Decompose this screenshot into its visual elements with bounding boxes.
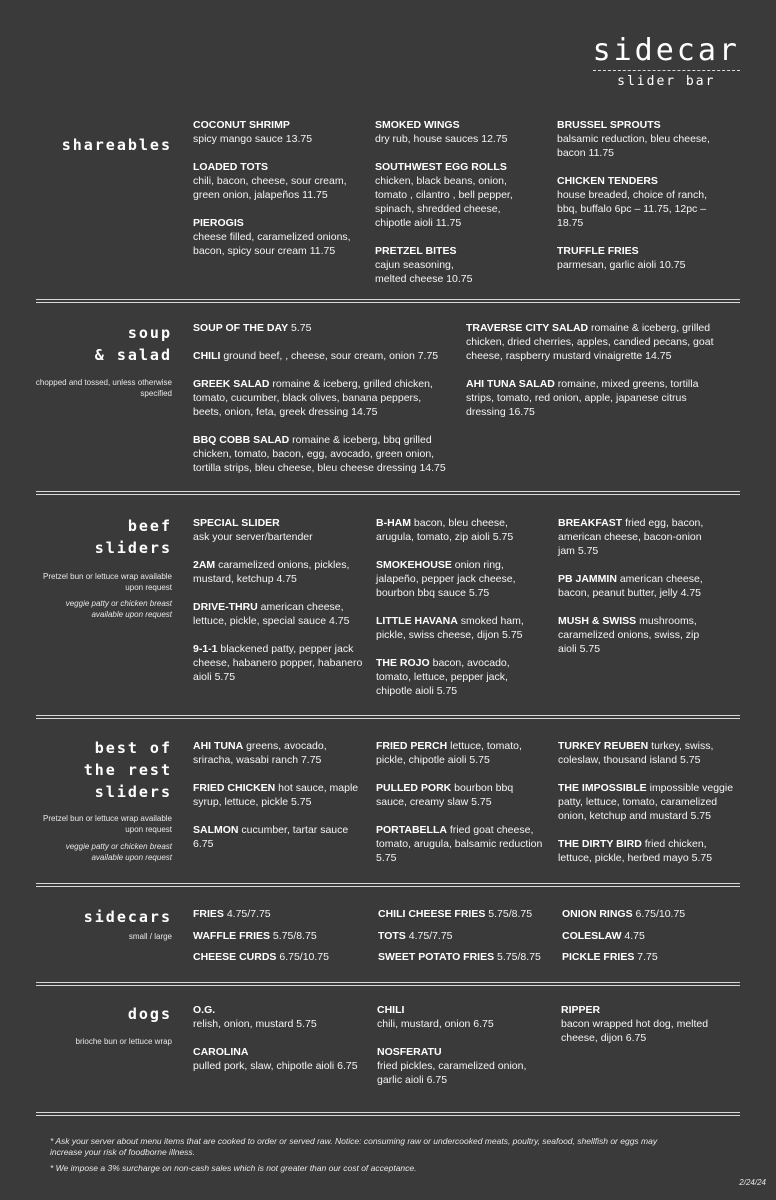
menu-item	[562, 929, 732, 943]
item-name: PIEROGIS	[193, 217, 244, 229]
section-divider	[36, 299, 740, 303]
item-desc: spicy mango sauce 13.75	[193, 133, 313, 145]
menu-item	[193, 929, 373, 943]
menu-item	[193, 216, 365, 258]
menu-item	[466, 321, 728, 363]
menu-item	[562, 907, 732, 921]
item-name: PULLED PORK	[376, 782, 452, 794]
item-desc: ask your server/bartender	[193, 531, 313, 543]
item-name: DRIVE-THRU	[193, 601, 258, 613]
item-name: SOUTHWEST EGG ROLLS	[375, 161, 507, 173]
item-desc: fried pickles, caramelized onion, garlic aioli 6.75	[377, 1060, 527, 1086]
item-name: SPECIAL SLIDER	[193, 517, 280, 529]
item-name: SMOKED WINGS	[375, 119, 460, 131]
menu-item	[193, 118, 365, 146]
item-desc: fried chicken, lettuce, pickle, herbed mayo 5.75	[558, 838, 713, 864]
section-note: chopped and tossed, unless otherwise specified	[35, 378, 172, 398]
item-desc: 5.75/8.75	[485, 908, 533, 920]
menu-item	[193, 950, 373, 964]
menu-item	[193, 1045, 365, 1073]
item-name: PRETZEL BITES	[375, 245, 457, 257]
item-desc: 5.75/8.75	[494, 951, 541, 963]
item-desc: 4.75	[621, 930, 645, 942]
item-name: BRUSSEL SPROUTS	[557, 119, 661, 131]
item-desc: american cheese, lettuce, pickle, special sauce 4.75	[193, 601, 350, 627]
logo-main: sidecar	[592, 33, 740, 68]
menu-item	[193, 349, 453, 363]
item-desc: cucumber, tartar sauce 6.75	[193, 824, 349, 850]
section-title-soup: soup	[127, 324, 172, 342]
item-name: ONION RINGS	[562, 908, 633, 920]
item-name: SALMON	[193, 824, 239, 836]
item-name: CHILI	[377, 1004, 405, 1016]
item-desc: fried egg, bacon, american cheese, bacon-onion jam 5.75	[558, 517, 704, 557]
logo-sub: slider bar	[617, 74, 716, 89]
item-name: THE ROJO	[376, 657, 430, 669]
item-name: 2AM	[193, 559, 216, 571]
item-desc: bacon, avocado, tomato, lettuce, pepper jack, chipotle aioli 5.75	[376, 657, 510, 697]
menu-item	[376, 781, 536, 809]
item-name: GREEK SALAD	[193, 378, 270, 390]
menu-item	[193, 1003, 365, 1031]
menu-item	[193, 642, 369, 684]
item-desc: 7.75	[634, 951, 658, 963]
menu-item	[376, 656, 526, 698]
item-desc: hot sauce, maple syrup, lettuce, pickle 5.75	[193, 782, 359, 808]
item-desc: cheese filled, caramelized onions, bacon, spicy sour cream 11.75	[193, 231, 351, 257]
item-name: THE DIRTY BIRD	[558, 838, 642, 850]
section-title-sliders: sliders	[94, 539, 172, 557]
item-desc: caramelized onions, pickles, mustard, ketchup 4.75	[193, 559, 350, 585]
section-title-best-of: best of	[94, 739, 172, 757]
item-name: PB JAMMIN	[558, 573, 617, 585]
menu-item	[557, 174, 717, 230]
section-note: brioche bun or lettuce wrap	[75, 1037, 172, 1046]
item-desc: 4.75/7.75	[223, 908, 271, 920]
section-note-italic: veggie patty or chicken breast available upon request	[65, 842, 172, 862]
menu-item	[562, 950, 732, 964]
section-title-salad: & salad	[94, 346, 172, 364]
section-title-dogs: dogs	[127, 1005, 172, 1023]
menu-item	[376, 516, 536, 544]
section-title-shareables: shareables	[61, 136, 172, 154]
menu-item	[193, 160, 365, 202]
item-desc: pulled pork, slaw, chipotle aioli 6.75	[193, 1060, 358, 1072]
menu-item	[466, 377, 728, 419]
item-desc: fried goat cheese, tomato, arugula, balsamic reduction 5.75	[376, 824, 543, 864]
menu-item	[375, 244, 485, 286]
item-name: TOTS	[378, 930, 406, 942]
item-desc: blackened patty, pepper jack cheese, habanero popper, habanero aioli 5.75	[193, 643, 363, 683]
menu-item	[193, 739, 365, 767]
menu-item	[558, 739, 730, 767]
section-title-the-rest: the rest	[83, 761, 172, 779]
item-desc: romaine & iceberg, bbq grilled chicken, tomato, bacon, egg, avocado, green onion, tortilla strips, bleu cheese, bleu cheese dressing 14.75	[193, 434, 446, 474]
menu-item	[557, 118, 717, 160]
item-name: B-HAM	[376, 517, 411, 529]
item-desc: parmesan, garlic aioli 10.75	[557, 259, 686, 271]
section-note: Pretzel bun or lettuce wrap available upon request	[43, 814, 172, 834]
item-desc: cajun seasoning, melted cheese 10.75	[375, 259, 473, 285]
item-desc: mushrooms, caramelized onions, swiss, zip aioli 5.75	[558, 615, 700, 655]
item-name: CHILI	[193, 350, 221, 362]
menu-item	[193, 600, 365, 628]
item-desc: ground beef, , cheese, sour cream, onion 7.75	[220, 350, 439, 362]
menu-item	[376, 739, 536, 767]
menu-item	[561, 1003, 733, 1045]
item-name: SWEET POTATO FRIES	[378, 951, 495, 963]
item-name: BREAKFAST	[558, 517, 623, 529]
item-name: PORTABELLA	[376, 824, 447, 836]
menu-item	[376, 558, 536, 600]
item-desc: 6.75/10.75	[276, 951, 329, 963]
item-name: LITTLE HAVANA	[376, 615, 458, 627]
section-title-sidecars: sidecars	[83, 908, 172, 926]
section-divider	[36, 491, 740, 495]
item-name: COCONUT SHRIMP	[193, 119, 290, 131]
menu-item	[193, 377, 447, 419]
item-desc: chili, bacon, cheese, sour cream, green onion, jalapeños 11.75	[193, 175, 347, 201]
item-name: CHILI CHEESE FRIES	[378, 908, 486, 920]
item-desc: bourbon bbq sauce, creamy slaw 5.75	[376, 782, 514, 808]
section-divider	[36, 1112, 740, 1116]
item-name: RIPPER	[561, 1004, 601, 1016]
item-name: TURKEY REUBEN	[558, 740, 649, 752]
item-name: AHI TUNA	[193, 740, 244, 752]
item-name: BBQ COBB SALAD	[193, 434, 290, 446]
section-note-italic: veggie patty or chicken breast available upon request	[65, 599, 172, 619]
menu-date: 2/24/24	[739, 1178, 766, 1187]
menu-item	[375, 160, 535, 230]
item-desc: impossible veggie patty, lettuce, tomato, caramelized onion, ketchup and mustard 5.75	[558, 782, 734, 822]
menu-item	[193, 321, 453, 335]
item-desc: romaine & iceberg, grilled chicken, tomato, cucumber, black olives, banana peppers, beets, onion, feta, greek dressing 14.75	[193, 378, 433, 418]
menu-item	[378, 929, 558, 943]
item-desc: smoked ham, pickle, swiss cheese, dijon 5.75	[376, 615, 524, 641]
item-desc: romaine, mixed greens, tortilla strips, tomato, red onion, apple, japanese citrus dressing 16.75	[466, 378, 699, 418]
menu-item	[376, 614, 536, 642]
item-name: FRIES	[193, 908, 224, 920]
section-divider	[36, 715, 740, 719]
menu-item	[193, 781, 365, 809]
item-desc: 5.75	[288, 322, 312, 334]
item-name: PICKLE FRIES	[562, 951, 635, 963]
item-name: WAFFLE FRIES	[193, 930, 270, 942]
section-divider	[36, 982, 740, 986]
menu-item	[558, 516, 718, 558]
item-desc: onion ring, jalapeño, pepper jack cheese, bourbon bbq sauce 5.75	[376, 559, 516, 599]
item-desc: house breaded, choice of ranch, bbq, buffalo 6pc – 11.75, 12pc – 18.75	[557, 189, 708, 229]
menu-item	[378, 907, 558, 921]
item-name: CHEESE CURDS	[193, 951, 277, 963]
menu-item	[378, 950, 558, 964]
item-name: TRUFFLE FRIES	[557, 245, 639, 257]
menu-item	[557, 244, 729, 272]
item-desc: 6.75/10.75	[632, 908, 686, 920]
menu-item	[377, 1003, 549, 1031]
item-desc: chili, mustard, onion 6.75	[377, 1018, 494, 1030]
footer-surcharge: * We impose a 3% surcharge on non-cash sales which is not greater than our cost of acceptance.	[50, 1163, 417, 1173]
menu-item	[558, 781, 740, 823]
item-name: TRAVERSE CITY SALAD	[466, 322, 589, 334]
menu-item	[193, 433, 455, 475]
item-desc: american cheese, bacon, peanut butter, jelly 4.75	[558, 573, 703, 599]
item-desc: relish, onion, mustard 5.75	[193, 1018, 317, 1030]
item-name: CHICKEN TENDERS	[557, 175, 658, 187]
menu-item	[558, 837, 734, 865]
section-note: Pretzel bun or lettuce wrap available upon request	[43, 572, 172, 592]
item-desc: turkey, swiss, coleslaw, thousand island 5.75	[558, 740, 714, 766]
item-name: AHI TUNA SALAD	[466, 378, 555, 390]
logo	[592, 33, 740, 89]
menu-item	[376, 823, 544, 865]
item-desc: dry rub, house sauces 12.75	[375, 133, 508, 145]
item-desc: bacon, bleu cheese, arugula, tomato, zip aioli 5.75	[376, 517, 514, 543]
section-note: small / large	[128, 932, 172, 941]
menu-item	[377, 1045, 549, 1087]
item-name: FRIED PERCH	[376, 740, 448, 752]
section-title-sliders: sliders	[94, 783, 172, 801]
item-name: O.G.	[193, 1004, 216, 1016]
menu-item	[193, 516, 365, 544]
item-name: FRIED CHICKEN	[193, 782, 276, 794]
section-divider	[36, 883, 740, 887]
item-name: SOUP OF THE DAY	[193, 322, 289, 334]
item-name: MUSH & SWISS	[558, 615, 637, 627]
menu-item	[193, 823, 369, 851]
item-name: LOADED TOTS	[193, 161, 269, 173]
item-desc: lettuce, tomato, pickle, chipotle aioli 5.75	[376, 740, 522, 766]
section-title-beef: beef	[127, 517, 172, 535]
item-desc: 4.75/7.75	[405, 930, 453, 942]
item-name: SMOKEHOUSE	[376, 559, 452, 571]
item-name: NOSFERATU	[377, 1046, 442, 1058]
item-desc: greens, avocado, sriracha, wasabi ranch 7.75	[193, 740, 327, 766]
item-desc: 5.75/8.75	[270, 930, 317, 942]
menu-item	[558, 572, 718, 600]
menu-item	[558, 614, 708, 656]
item-desc: romaine & iceberg, grilled chicken, dried cherries, apples, candied pecans, goat cheese, raspberry mustard vinaigrette 14.75	[466, 322, 714, 362]
item-name: THE IMPOSSIBLE	[558, 782, 647, 794]
footer-disclaimer: * Ask your server about menu items that are cooked to order or served raw. Notice: consuming raw or undercooked meats, poultry, seafood, shellfish or eggs may increase your risk of foodborne illness.	[50, 1136, 658, 1157]
menu-item	[375, 118, 547, 146]
menu-item	[193, 558, 365, 586]
item-desc: bacon wrapped hot dog, melted cheese, dijon 6.75	[561, 1018, 709, 1044]
item-name: 9-1-1	[193, 643, 218, 655]
item-name: COLESLAW	[562, 930, 622, 942]
item-name: CAROLINA	[193, 1046, 249, 1058]
menu-item	[193, 907, 373, 921]
item-desc: balsamic reduction, bleu cheese, bacon 11.75	[557, 133, 710, 159]
logo-divider	[593, 70, 740, 71]
item-desc: chicken, black beans, onion, tomato , cilantro , bell pepper, spinach, shredded cheese, chipotle aioli 11.75	[375, 175, 513, 229]
